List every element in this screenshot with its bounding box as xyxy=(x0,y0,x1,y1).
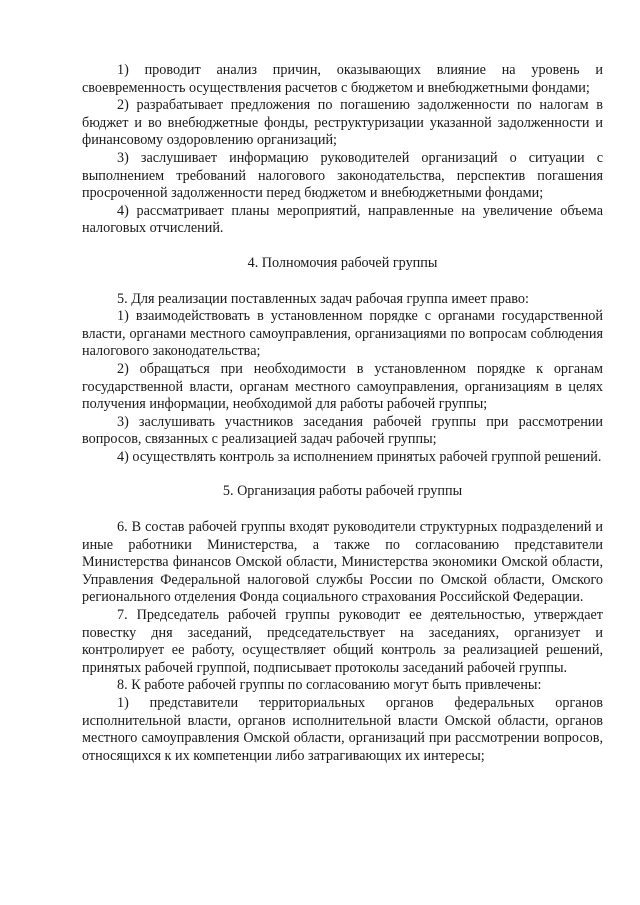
section4-item-2: 2) обращаться при необходимости в установленном порядке к органам государственной власти, органам местного самоуправления, организациям в целях получения информации, необходимой для работы рабочей группы; xyxy=(82,360,603,413)
section5-paragraph-8-item-1: 1) представители территориальных органов федеральных органов исполнительной власти, органов исполнительной власти Омской области, органов местного самоуправления Омской области, организаций при рассмотрении вопросов, относящихся к их компетенции либо затрагивающих их интересы; xyxy=(82,695,603,764)
section3-item-2: 2) разрабатывает предложения по погашению задолженности по налогам в бюджет и во внебюджетные фонды, реструктуризации указанной задолженности и финансовому оздоровлению организаций; xyxy=(82,97,603,149)
section4-item-1: 1) взаимодействовать в установленном порядке с органами государственной власти, органами местного самоуправления, организациями по вопросам соблюдения налогового законодательства; xyxy=(82,308,603,360)
section5-paragraph-6: 6. В состав рабочей группы входят руководители структурных подразделений и иные работники Министерства, а также по согласованию представители Министерства финансов Омской области, Министерства экономики Омской области, Управления Федеральной налоговой службы России по Омской области, Омского регионального отделения Фонда социального страхования Российской Федерации. xyxy=(82,519,603,606)
spacer xyxy=(82,466,603,483)
spacer xyxy=(82,238,603,255)
section4-intro: 5. Для реализации поставленных задач рабочая группа имеет право: xyxy=(117,290,529,307)
section4-item-4: 4) осуществлять контроль за исполнением принятых рабочей группой решений. xyxy=(117,448,602,465)
section4-item-3: 3) заслушивать участников заседания рабочей группы при рассмотрении вопросов, связанных с реализацией задач рабочей группы; xyxy=(82,413,603,448)
document-body xyxy=(82,62,603,765)
spacer xyxy=(82,501,603,519)
section5-paragraph-8: 8. К работе рабочей группы по согласованию могут быть привлечены: xyxy=(117,677,542,694)
spacer xyxy=(82,273,603,291)
section4-heading: 4. Полномочия рабочей группы xyxy=(247,254,438,271)
section3-item-3: 3) заслушивает информацию руководителей организаций о ситуации с выполнением требований налогового законодательства, перспектив погашения просроченной задолженности перед бюджетом и внебюджетными фондами; xyxy=(82,149,603,202)
section3-item-4: 4) рассматривает планы мероприятий, направленные на увеличение объема налоговых отчислений. xyxy=(82,202,603,237)
section5-heading: 5. Организация работы рабочей группы xyxy=(222,483,463,500)
section5-paragraph-7: 7. Председатель рабочей группы руководит ее деятельностью, утверждает повестку дня заседаний, председательствует на заседаниях, организует и контролирует ее работу, осуществляет общий контроль за реализацией решений, принятых рабочей группой, подписывает протоколы заседаний рабочей группы. xyxy=(82,607,603,676)
section3-item-1: 1) проводит анализ причин, оказывающих влияние на уровень и своевременность осуществления расчетов с бюджетом и внебюджетными фондами; xyxy=(82,62,603,96)
